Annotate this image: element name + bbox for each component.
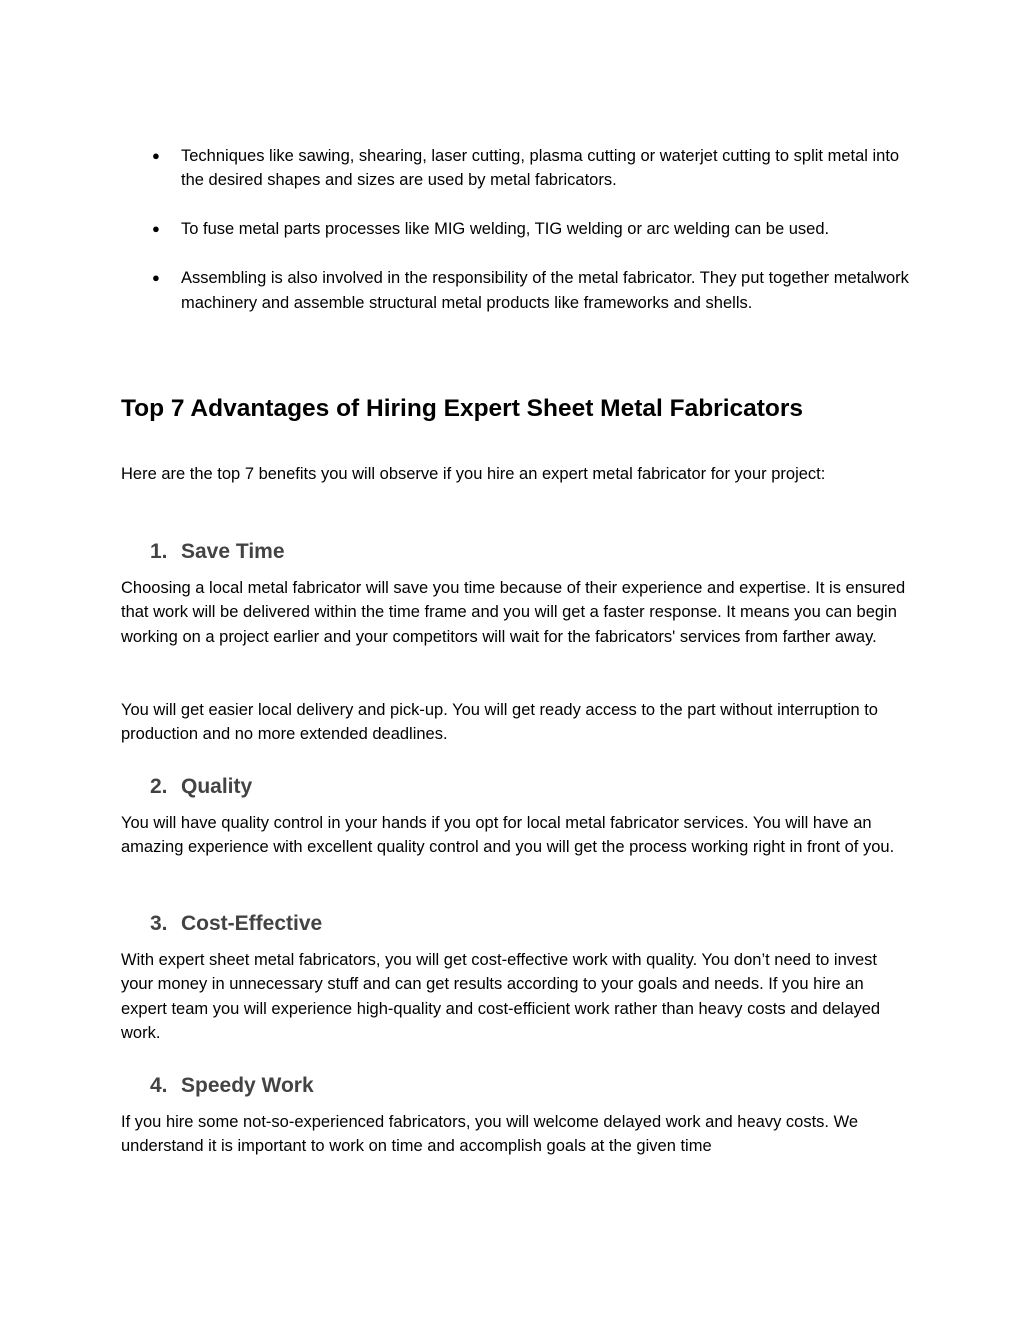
responsibility-bullet-list: [121, 144, 911, 340]
section-number: 4.: [150, 1074, 168, 1097]
section-heading-quality: [150, 773, 252, 801]
intro-paragraph: Here are the top 7 benefits you will observe if you hire an expert metal fabricator for your project:: [121, 465, 826, 483]
bullet-icon: ●: [152, 270, 160, 286]
section-title: Speedy Work: [181, 1074, 314, 1097]
bullet-text: Assembling is also involved in the responsibility of the metal fabricator. They put together metalwork machinery and assemble structural metal products like frameworks and shells.: [181, 269, 909, 312]
bullet-item-cutting: [121, 144, 911, 193]
speedy-work-paragraph: If you hire some not-so-experienced fabricators, you will welcome delayed work and heavy costs. We understand it is important to work on time and accomplish goals at the given time: [121, 1113, 859, 1156]
section-number: 3.: [150, 912, 168, 935]
section-title: Save Time: [181, 540, 285, 563]
page-heading: Top 7 Advantages of Hiring Expert Sheet Metal Fabricators: [121, 395, 804, 422]
section-number: 2.: [150, 775, 168, 798]
cost-effective-paragraph: With expert sheet metal fabricators, you will get cost-effective work with quality. You don’t need to invest your money in unnecessary stuff and can get results according to your goals and needs. If you hire an expert team you will experience high-quality and cost-efficient work rather than heavy costs and delayed work.: [121, 951, 881, 1043]
bullet-icon: ●: [152, 148, 160, 163]
save-time-paragraph-2: You will get easier local delivery and pick-up. You will get ready access to the part without interruption to production and no more extended deadlines.: [121, 701, 878, 744]
bullet-item-assembling: [121, 266, 911, 315]
section-number: 1.: [150, 540, 168, 563]
bullet-item-welding: [121, 217, 911, 241]
save-time-paragraph-1: Choosing a local metal fabricator will save you time because of their experience and expertise. It is ensured that work will be delivered within the time frame and you will get a faster response. It means you can begin working on a project earlier and your competitors will wait for the fabricators' services from farther away.: [121, 579, 906, 646]
section-heading-speedy-work: [150, 1072, 314, 1100]
section-title: Cost-Effective: [181, 912, 323, 935]
bullet-text: Techniques like sawing, shearing, laser cutting, plasma cutting or waterjet cutting to split metal into the desired shapes and sizes are used by metal fabricators.: [181, 147, 900, 190]
section-title: Quality: [181, 775, 253, 798]
bullet-text: To fuse metal parts processes like MIG welding, TIG welding or arc welding can be used.: [181, 220, 830, 239]
section-heading-save-time: [150, 538, 285, 566]
section-heading-cost-effective: [150, 910, 322, 938]
quality-paragraph: You will have quality control in your hands if you opt for local metal fabricator services. You will have an amazing experience with excellent quality control and you will get the process working right in front of you.: [121, 814, 895, 857]
bullet-icon: ●: [152, 221, 160, 237]
